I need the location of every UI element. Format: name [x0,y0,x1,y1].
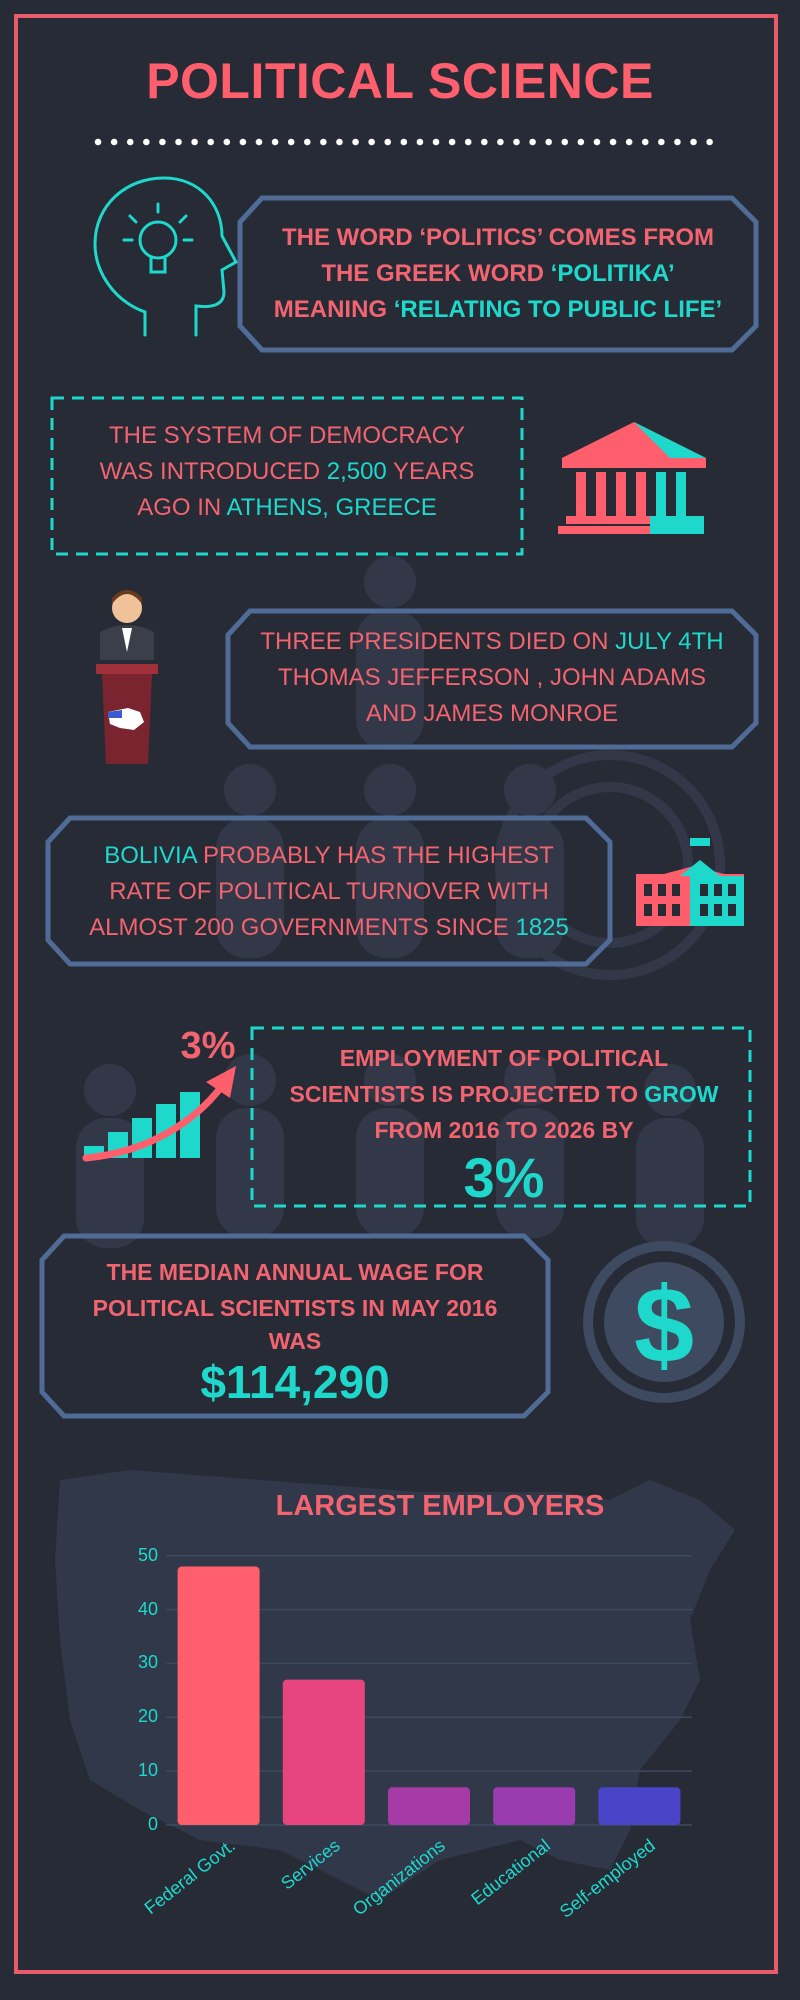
fact3-line2: THOMAS JEFFERSON , JOHN ADAMS [277,664,707,691]
fact4-line3a: ALMOST 200 GOVERNMENTS SINCE [89,914,516,941]
fact4-line1a: BOLIVIA [104,842,197,869]
fact4-line3b: 1825 [515,914,569,941]
fact3-line3: AND JAMES MONROE [365,700,619,727]
fact5-text [256,1040,752,1208]
fact1-line3b: ‘RELATING TO PUBLIC LIFE’ [393,296,723,323]
fact2-text [52,418,522,526]
y-tick-label: 40 [137,1598,158,1619]
chart-title: LARGEST EMPLOYERS [275,1490,605,1522]
x-tick-label: Federal Govt. [140,1835,239,1919]
fact6-line1: THE MEDIAN ANNUAL WAGE FOR [106,1259,484,1285]
fact2-line2a: WAS INTRODUCED [99,458,327,485]
title-divider-dots [90,138,718,146]
fact6-text [42,1254,548,1408]
fact1-text [244,220,752,328]
fact1-line2a: THE GREEK WORD [321,260,551,287]
fact1-line3a: MEANING [273,296,394,323]
fact3-line1a: THREE PRESIDENTS DIED ON [260,628,616,655]
fact4-line1b: PROBABLY HAS THE HIGHEST [196,842,554,869]
fact5-line1: EMPLOYMENT OF POLITICAL [339,1045,669,1071]
y-tick-label: 0 [147,1814,158,1834]
fact2-line2b: 2,500 [326,458,387,485]
fact2-line2c: YEARS [386,458,475,485]
fact5-value: 3% [463,1146,545,1209]
x-tick-label: Organizations [349,1835,449,1920]
fact6-line2: POLITICAL SCIENTISTS IN MAY 2016 [92,1295,498,1321]
x-tick-label: Services [276,1835,344,1894]
fact6-line3: WAS [268,1328,322,1354]
fact2-line1: THE SYSTEM OF DEMOCRACY [108,422,466,449]
fact3-line1b: JULY 4TH [615,628,724,655]
fact2-line3b: ATHENS, GREECE [226,494,437,521]
fact5-line3: FROM 2016 TO 2026 BY [374,1117,634,1143]
fact1-line1: THE WORD ‘POLITICS’ COMES FROM [282,224,714,251]
fact4-line2: RATE OF POLITICAL TURNOVER WITH [109,878,549,905]
y-tick-label: 20 [137,1706,158,1727]
x-tick-label: Educational [467,1835,555,1909]
svg-text:$: $ [633,1264,695,1385]
fact4-text [48,838,610,946]
fact3-text [230,624,754,732]
fact6-value: $114,290 [200,1356,390,1408]
fact5-line2a: SCIENTISTS IS PROJECTED TO [289,1081,645,1107]
fact1-line2b: ‘POLITIKA’ [550,260,675,287]
fact2-line3a: AGO IN [137,494,227,521]
page-title: POLITICAL SCIENCE [146,53,654,109]
fact5-badge: 3% [180,1025,236,1067]
y-tick-label: 50 [137,1544,158,1565]
y-tick-label: 30 [137,1652,158,1673]
x-tick-label: Self-employed [556,1835,660,1922]
y-tick-label: 10 [137,1760,158,1781]
fact5-line2b: GROW [644,1081,719,1107]
